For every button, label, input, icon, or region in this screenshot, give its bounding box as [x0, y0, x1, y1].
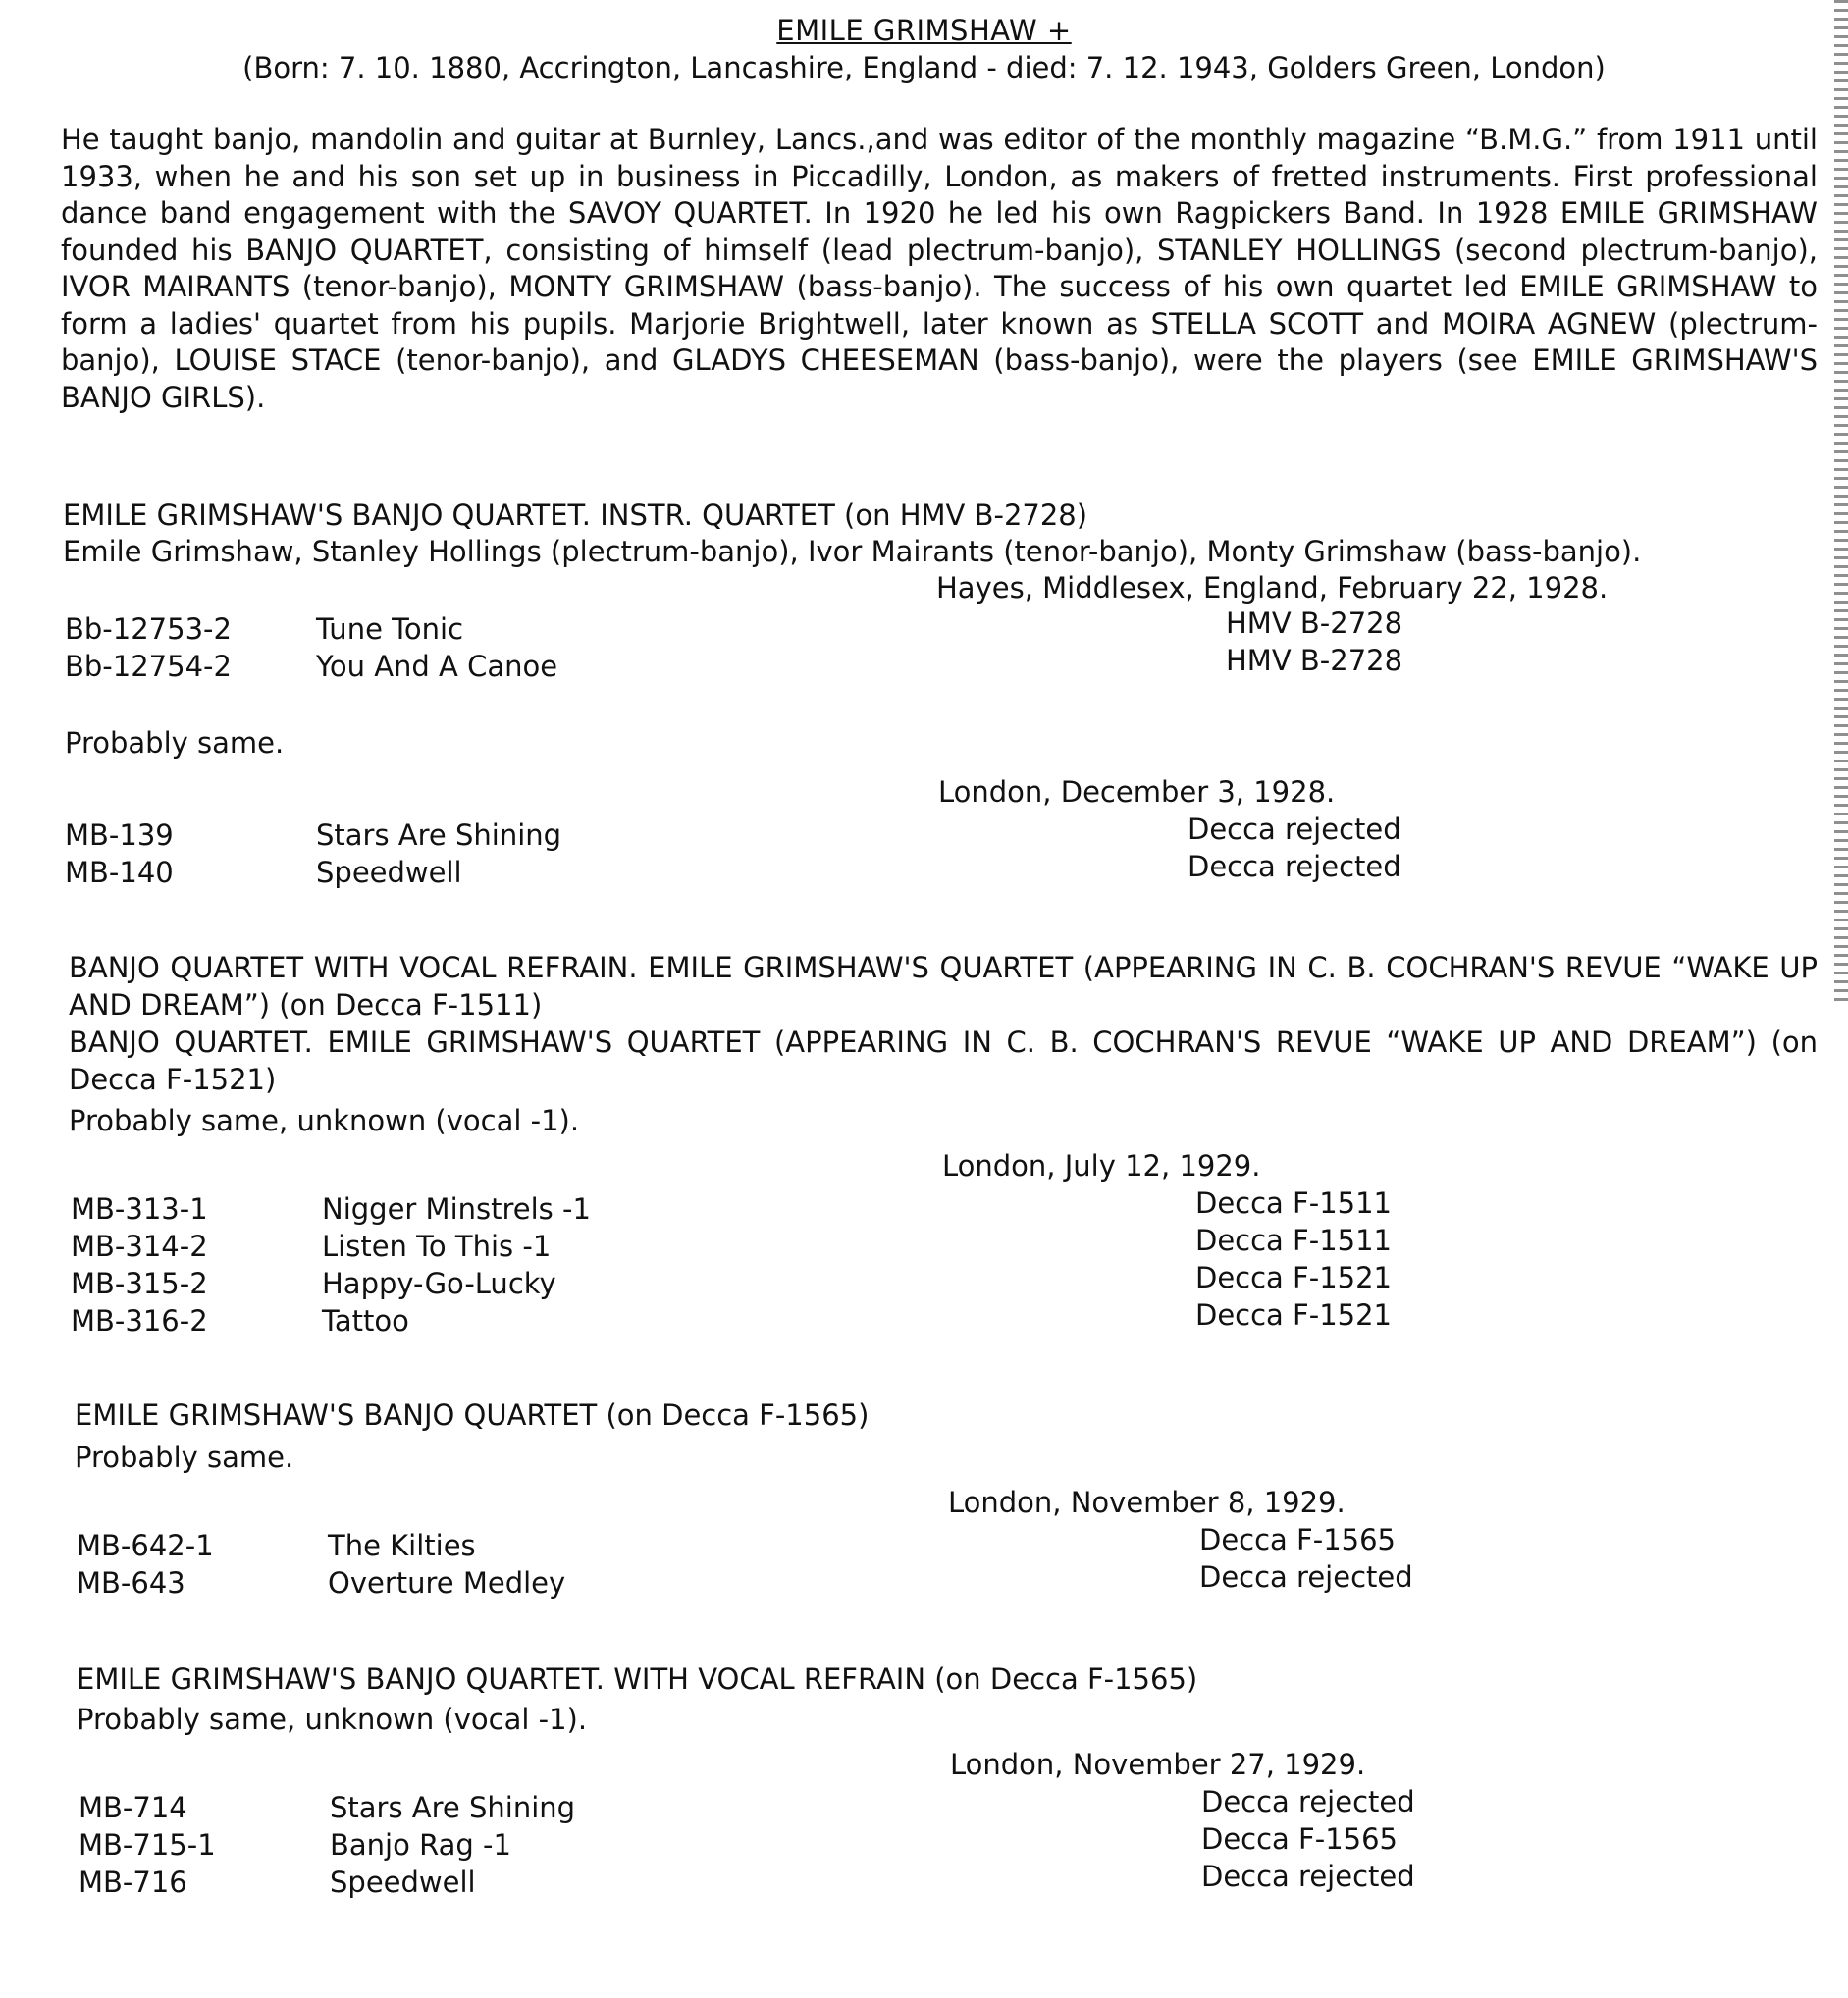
session-personnel: Probably same, unknown (vocal -1).	[77, 1703, 588, 1736]
record-label: Decca rejected	[1188, 850, 1401, 883]
session-heading: BANJO QUARTET WITH VOCAL REFRAIN. EMILE GRIMSHAW'S QUARTET (APPEARING IN C. B. COCHRAN'S REVUE “WAKE UP AND DREAM”) (on Decca F-1511)	[69, 951, 1818, 1022]
session-heading: BANJO QUARTET. EMILE GRIMSHAW'S QUARTET (APPEARING IN C. B. COCHRAN'S REVUE “WAKE UP AND DREAM”) (on Decca F-1521)	[69, 1025, 1818, 1096]
track-title: Overture Medley	[328, 1566, 566, 1600]
matrix-number: MB-316-2	[71, 1304, 208, 1338]
matrix-number: Bb-12753-2	[65, 612, 232, 646]
record-label: Decca F-1511	[1195, 1224, 1392, 1257]
track-title: Nigger Minstrels -1	[322, 1192, 591, 1226]
track-title: The Kilties	[328, 1529, 476, 1562]
track-title: Speedwell	[330, 1866, 476, 1899]
record-label: HMV B-2728	[1226, 644, 1403, 677]
record-label: Decca F-1565	[1199, 1523, 1396, 1556]
matrix-number: MB-714	[79, 1791, 187, 1824]
page-title: EMILE GRIMSHAW +	[776, 14, 1072, 47]
session-heading: EMILE GRIMSHAW'S BANJO QUARTET. INSTR. QUARTET (on HMV B-2728)	[63, 499, 1088, 532]
session-location-date: Hayes, Middlesex, England, February 22, 1928.	[936, 571, 1609, 605]
session-location-date: London, December 3, 1928.	[938, 775, 1336, 809]
track-title: Happy-Go-Lucky	[322, 1267, 556, 1300]
session-location-date: London, November 8, 1929.	[948, 1486, 1346, 1519]
matrix-number: MB-313-1	[71, 1192, 208, 1226]
scan-edge-artifact	[1834, 0, 1848, 1001]
record-label: Decca F-1521	[1195, 1261, 1392, 1294]
session-personnel: Probably same.	[75, 1441, 294, 1474]
session-heading: EMILE GRIMSHAW'S BANJO QUARTET. WITH VOCAL REFRAIN (on Decca F-1565)	[77, 1662, 1198, 1696]
matrix-number: MB-715-1	[79, 1828, 216, 1862]
track-title: Banjo Rag -1	[330, 1828, 511, 1862]
record-label: Decca rejected	[1201, 1785, 1415, 1818]
track-title: Tune Tonic	[316, 612, 464, 646]
matrix-number: MB-643	[77, 1566, 185, 1600]
record-label: Decca F-1521	[1195, 1298, 1392, 1332]
birth-death-line: (Born: 7. 10. 1880, Accrington, Lancashire, England - died: 7. 12. 1943, Golders Green, London)	[242, 51, 1606, 84]
session-heading: EMILE GRIMSHAW'S BANJO QUARTET (on Decca F-1565)	[75, 1398, 870, 1432]
matrix-number: MB-140	[65, 856, 174, 889]
track-title: Listen To This -1	[322, 1230, 552, 1263]
record-label: Decca rejected	[1201, 1860, 1415, 1893]
record-label: Decca F-1511	[1195, 1186, 1392, 1220]
record-label: Decca F-1565	[1201, 1822, 1398, 1856]
track-title: Tattoo	[322, 1304, 409, 1338]
biography-paragraph: He taught banjo, mandolin and guitar at Burnley, Lancs.,and was editor of the monthly magazine “B.M.G.” from 1911 until 1933, when he and his son set up in business in Piccadilly, London, as makers of fretted instruments. First professional dance band engagement with the SAVOY QUARTET. In 1920 he led his own Ragpickers Band. In 1928 EMILE GRIMSHAW founded his BANJO QUARTET, consisting of himself (lead plectrum-banjo), STANLEY HOLLINGS (second plectrum-banjo), IVOR MAIRANTS (tenor-banjo), MONTY GRIMSHAW (bass-banjo). The success of his own quartet led EMILE GRIMSHAW to form a ladies' quartet from his pupils. Marjorie Brightwell, later known as STELLA SCOTT and MOIRA AGNEW (plectrum-banjo), LOUISE STACE (tenor-banjo), and GLADYS CHEESEMAN (bass-banjo), were the players (see EMILE GRIMSHAW'S BANJO GIRLS).	[61, 123, 1818, 414]
record-label: Decca rejected	[1199, 1560, 1413, 1594]
matrix-number: Bb-12754-2	[65, 650, 232, 683]
matrix-number: MB-314-2	[71, 1230, 208, 1263]
session-personnel: Probably same, unknown (vocal -1).	[69, 1104, 580, 1137]
track-title: Stars Are Shining	[316, 818, 562, 852]
record-label: Decca rejected	[1188, 813, 1401, 846]
matrix-number: MB-139	[65, 818, 174, 852]
session-location-date: London, July 12, 1929.	[942, 1149, 1261, 1183]
matrix-number: MB-315-2	[71, 1267, 208, 1300]
session-location-date: London, November 27, 1929.	[950, 1748, 1366, 1781]
track-title: Stars Are Shining	[330, 1791, 576, 1824]
session-personnel: Emile Grimshaw, Stanley Hollings (plectrum-banjo), Ivor Mairants (tenor-banjo), Monty Grimshaw (bass-banjo).	[63, 535, 1642, 568]
record-label: HMV B-2728	[1226, 606, 1403, 640]
matrix-number: MB-642-1	[77, 1529, 214, 1562]
session-personnel: Probably same.	[65, 726, 285, 760]
track-title: Speedwell	[316, 856, 462, 889]
matrix-number: MB-716	[79, 1866, 187, 1899]
track-title: You And A Canoe	[316, 650, 558, 683]
